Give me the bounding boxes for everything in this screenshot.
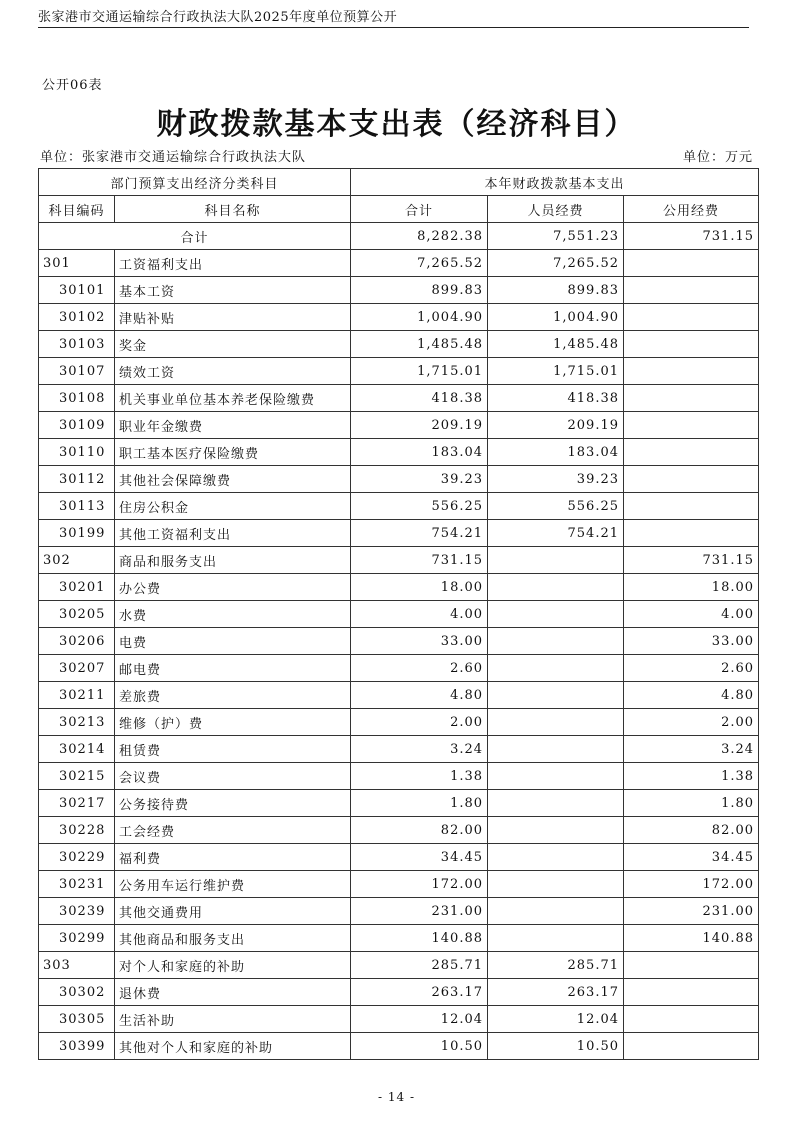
row-name: 奖金 — [115, 331, 351, 358]
row-total: 18.00 — [351, 574, 488, 601]
row-total: 39.23 — [351, 466, 488, 493]
budget-table — [38, 168, 759, 1060]
row-personnel: 39.23 — [488, 466, 624, 493]
table-row — [39, 277, 759, 304]
row-public — [624, 520, 759, 547]
table-row — [39, 898, 759, 925]
row-total: 12.04 — [351, 1006, 488, 1033]
row-code: 30229 — [39, 844, 115, 871]
table-row — [39, 439, 759, 466]
row-code: 30228 — [39, 817, 115, 844]
row-total: 231.00 — [351, 898, 488, 925]
table-row — [39, 493, 759, 520]
row-public — [624, 1006, 759, 1033]
row-code: 30207 — [39, 655, 115, 682]
row-public: 231.00 — [624, 898, 759, 925]
row-code: 30217 — [39, 790, 115, 817]
row-personnel — [488, 628, 624, 655]
row-total: 3.24 — [351, 736, 488, 763]
table-row — [39, 466, 759, 493]
row-code: 30206 — [39, 628, 115, 655]
row-total: 1.38 — [351, 763, 488, 790]
table-row — [39, 250, 759, 277]
row-total: 1,715.01 — [351, 358, 488, 385]
row-personnel: 1,485.48 — [488, 331, 624, 358]
table-row — [39, 628, 759, 655]
row-code: 30103 — [39, 331, 115, 358]
row-code: 30239 — [39, 898, 115, 925]
table-row — [39, 979, 759, 1006]
table-number: 公开06表 — [42, 78, 103, 93]
row-code: 302 — [39, 547, 115, 574]
row-code: 30215 — [39, 763, 115, 790]
row-personnel — [488, 817, 624, 844]
row-personnel: 263.17 — [488, 979, 624, 1006]
row-code: 30101 — [39, 277, 115, 304]
row-code: 30399 — [39, 1033, 115, 1060]
page-number: - 14 - — [377, 1090, 415, 1104]
row-total: 10.50 — [351, 1033, 488, 1060]
row-personnel: 418.38 — [488, 385, 624, 412]
row-total: 754.21 — [351, 520, 488, 547]
row-code: 30102 — [39, 304, 115, 331]
row-name: 绩效工资 — [115, 358, 351, 385]
row-name: 工资福利支出 — [115, 250, 351, 277]
row-code: 30205 — [39, 601, 115, 628]
table-row — [39, 331, 759, 358]
row-personnel: 209.19 — [488, 412, 624, 439]
row-total: 140.88 — [351, 925, 488, 952]
row-name: 办公费 — [115, 574, 351, 601]
row-personnel: 556.25 — [488, 493, 624, 520]
table-row — [39, 574, 759, 601]
table-row — [39, 385, 759, 412]
row-public — [624, 466, 759, 493]
row-code: 30231 — [39, 871, 115, 898]
table-row — [39, 304, 759, 331]
total-public: 731.15 — [624, 223, 759, 250]
row-total: 34.45 — [351, 844, 488, 871]
row-personnel — [488, 925, 624, 952]
row-total: 4.00 — [351, 601, 488, 628]
row-personnel — [488, 736, 624, 763]
row-public: 1.80 — [624, 790, 759, 817]
row-public: 82.00 — [624, 817, 759, 844]
row-name: 工会经费 — [115, 817, 351, 844]
row-public: 1.38 — [624, 763, 759, 790]
row-code: 30112 — [39, 466, 115, 493]
header-row-columns — [39, 196, 759, 223]
row-public — [624, 493, 759, 520]
row-public: 18.00 — [624, 574, 759, 601]
row-personnel: 12.04 — [488, 1006, 624, 1033]
row-total: 2.00 — [351, 709, 488, 736]
row-public: 731.15 — [624, 547, 759, 574]
row-public — [624, 439, 759, 466]
total-label: 合计 — [39, 223, 351, 250]
table-row — [39, 682, 759, 709]
row-name: 津贴补贴 — [115, 304, 351, 331]
row-name: 其他对个人和家庭的补助 — [115, 1033, 351, 1060]
row-total: 1.80 — [351, 790, 488, 817]
table-row — [39, 1006, 759, 1033]
page-title: 财政拨款基本支出表（经济科目） — [156, 107, 637, 142]
table-row — [39, 547, 759, 574]
row-public — [624, 250, 759, 277]
row-name: 公务用车运行维护费 — [115, 871, 351, 898]
row-personnel: 183.04 — [488, 439, 624, 466]
row-public — [624, 412, 759, 439]
table-row — [39, 763, 759, 790]
row-name: 住房公积金 — [115, 493, 351, 520]
row-public — [624, 304, 759, 331]
row-personnel — [488, 763, 624, 790]
row-total: 172.00 — [351, 871, 488, 898]
row-public: 4.00 — [624, 601, 759, 628]
row-name: 其他交通费用 — [115, 898, 351, 925]
table-body — [39, 250, 759, 1060]
row-personnel — [488, 655, 624, 682]
table-row — [39, 520, 759, 547]
row-public — [624, 1033, 759, 1060]
row-public: 172.00 — [624, 871, 759, 898]
row-name: 电费 — [115, 628, 351, 655]
row-total: 1,485.48 — [351, 331, 488, 358]
row-personnel: 754.21 — [488, 520, 624, 547]
table-row — [39, 925, 759, 952]
row-total: 263.17 — [351, 979, 488, 1006]
table-row — [39, 952, 759, 979]
table-row — [39, 601, 759, 628]
total-row — [39, 223, 759, 250]
row-public — [624, 952, 759, 979]
unit-name: 单位：张家港市交通运输综合行政执法大队 — [40, 150, 307, 165]
table-row — [39, 871, 759, 898]
table-row — [39, 412, 759, 439]
row-code: 30299 — [39, 925, 115, 952]
row-code: 30214 — [39, 736, 115, 763]
row-name: 其他工资福利支出 — [115, 520, 351, 547]
header-rule — [38, 27, 749, 28]
row-total: 183.04 — [351, 439, 488, 466]
row-code: 30302 — [39, 979, 115, 1006]
row-code: 30213 — [39, 709, 115, 736]
row-name: 生活补助 — [115, 1006, 351, 1033]
header-basic-expenditure-group: 本年财政拨款基本支出 — [351, 169, 759, 196]
table-row — [39, 736, 759, 763]
table-row — [39, 358, 759, 385]
row-public: 33.00 — [624, 628, 759, 655]
row-personnel — [488, 871, 624, 898]
row-name: 公务接待费 — [115, 790, 351, 817]
header-name: 科目名称 — [115, 196, 351, 223]
row-total: 209.19 — [351, 412, 488, 439]
row-total: 1,004.90 — [351, 304, 488, 331]
header-row-group — [39, 169, 759, 196]
row-public — [624, 331, 759, 358]
row-public: 2.60 — [624, 655, 759, 682]
row-total: 33.00 — [351, 628, 488, 655]
running-header: 张家港市交通运输综合行政执法大队2025年度单位预算公开 — [38, 10, 398, 25]
header-category-group: 部门预算支出经济分类科目 — [39, 169, 351, 196]
table-row — [39, 1033, 759, 1060]
row-public — [624, 385, 759, 412]
row-name: 职工基本医疗保险缴费 — [115, 439, 351, 466]
row-code: 30113 — [39, 493, 115, 520]
table-row — [39, 709, 759, 736]
row-public — [624, 358, 759, 385]
table-row — [39, 790, 759, 817]
row-personnel: 899.83 — [488, 277, 624, 304]
row-name: 维修（护）费 — [115, 709, 351, 736]
header-public: 公用经费 — [624, 196, 759, 223]
row-total: 7,265.52 — [351, 250, 488, 277]
row-name: 差旅费 — [115, 682, 351, 709]
row-personnel — [488, 844, 624, 871]
row-total: 2.60 — [351, 655, 488, 682]
row-total: 556.25 — [351, 493, 488, 520]
row-code: 30305 — [39, 1006, 115, 1033]
total-amount: 8,282.38 — [351, 223, 488, 250]
row-public: 2.00 — [624, 709, 759, 736]
row-code: 30199 — [39, 520, 115, 547]
row-name: 对个人和家庭的补助 — [115, 952, 351, 979]
row-total: 4.80 — [351, 682, 488, 709]
row-code: 30108 — [39, 385, 115, 412]
row-name: 机关事业单位基本养老保险缴费 — [115, 385, 351, 412]
row-name: 其他社会保障缴费 — [115, 466, 351, 493]
row-personnel: 1,004.90 — [488, 304, 624, 331]
row-total: 285.71 — [351, 952, 488, 979]
row-total: 82.00 — [351, 817, 488, 844]
row-personnel — [488, 601, 624, 628]
row-public: 34.45 — [624, 844, 759, 871]
row-personnel: 285.71 — [488, 952, 624, 979]
row-personnel — [488, 709, 624, 736]
row-personnel: 10.50 — [488, 1033, 624, 1060]
row-personnel — [488, 790, 624, 817]
row-personnel — [488, 898, 624, 925]
row-public: 140.88 — [624, 925, 759, 952]
row-name: 其他商品和服务支出 — [115, 925, 351, 952]
row-code: 30110 — [39, 439, 115, 466]
row-public — [624, 277, 759, 304]
row-public: 4.80 — [624, 682, 759, 709]
row-name: 退休费 — [115, 979, 351, 1006]
row-code: 303 — [39, 952, 115, 979]
row-personnel — [488, 682, 624, 709]
currency-unit: 单位：万元 — [682, 150, 753, 165]
row-total: 731.15 — [351, 547, 488, 574]
row-public: 3.24 — [624, 736, 759, 763]
row-public — [624, 979, 759, 1006]
row-code: 30201 — [39, 574, 115, 601]
header-total: 合计 — [351, 196, 488, 223]
row-personnel: 1,715.01 — [488, 358, 624, 385]
row-name: 职业年金缴费 — [115, 412, 351, 439]
row-total: 899.83 — [351, 277, 488, 304]
row-name: 基本工资 — [115, 277, 351, 304]
row-code: 30109 — [39, 412, 115, 439]
row-code: 30211 — [39, 682, 115, 709]
row-name: 福利费 — [115, 844, 351, 871]
row-personnel — [488, 574, 624, 601]
row-personnel — [488, 547, 624, 574]
table-row — [39, 844, 759, 871]
header-code: 科目编码 — [39, 196, 115, 223]
row-code: 301 — [39, 250, 115, 277]
table-row — [39, 655, 759, 682]
row-name: 租赁费 — [115, 736, 351, 763]
header-personnel: 人员经费 — [488, 196, 624, 223]
total-personnel: 7,551.23 — [488, 223, 624, 250]
row-code: 30107 — [39, 358, 115, 385]
row-name: 会议费 — [115, 763, 351, 790]
row-name: 水费 — [115, 601, 351, 628]
row-name: 商品和服务支出 — [115, 547, 351, 574]
row-personnel: 7,265.52 — [488, 250, 624, 277]
row-name: 邮电费 — [115, 655, 351, 682]
row-total: 418.38 — [351, 385, 488, 412]
table-row — [39, 817, 759, 844]
